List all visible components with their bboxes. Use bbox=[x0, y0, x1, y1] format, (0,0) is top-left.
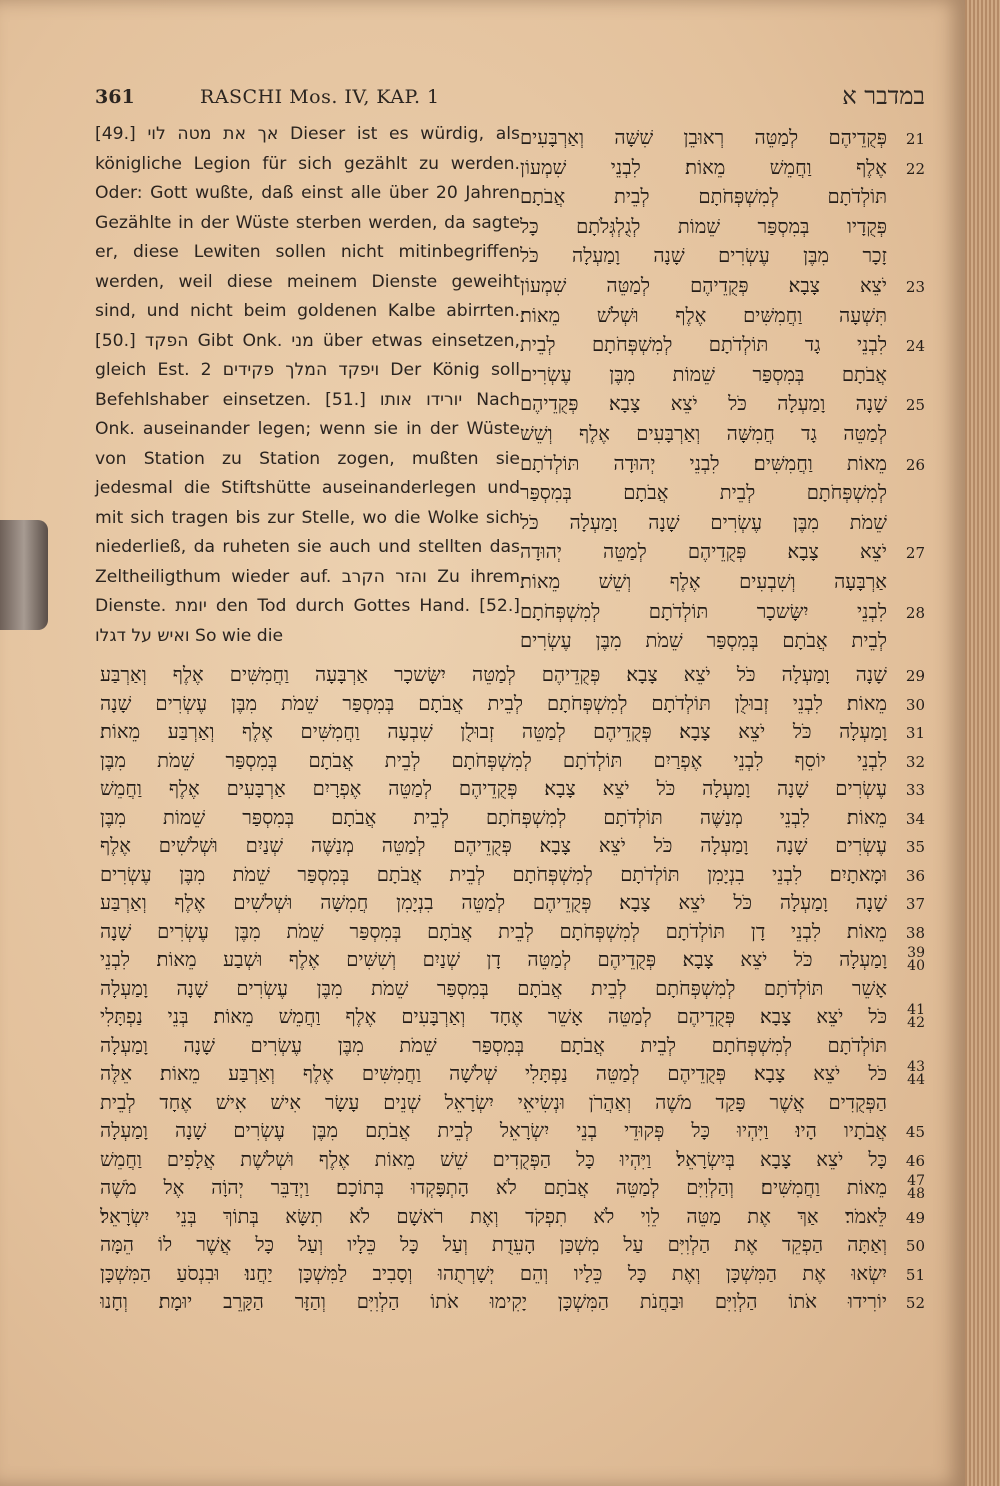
verse-number: 26 bbox=[905, 455, 925, 474]
verse-number: 43 44 bbox=[907, 1059, 925, 1088]
page-edges bbox=[965, 0, 1000, 1486]
verse-line bbox=[100, 570, 925, 600]
verse-column-narrow bbox=[100, 126, 925, 659]
verse-number: 32 bbox=[905, 752, 925, 771]
verse-text: הַפְּקֻדִים אֲשֶׁר פָּקַד מֹשֶׁה וְאַהֲרֹן וּנְשִׂיאֵי יִשְׂרָאֵל שְׁנֵים עָשָׂר אִישׁ אִישׁ אֶחָד לְבֵית bbox=[100, 1090, 887, 1114]
commentary-text: [49.] אך את מטה לוי Dieser ist es würdig, als königliche Legion für sich gezählt zu werden. Oder: Gott wußte, daß einst alle über 20 Jahren Gezählte in der Wüste sterben werden, da sagte er, diese Lewiten sollen nicht mitinbegriffen werden, weil diese meinem Dienste geweiht sind, und nicht beim goldenen Kalbe abirrten. [50.] הפקד Gibt Onk. מני über etwas einsetzen, gleich Est. 2 ויפקד המלך פקידים Der König soll Befehlshaber einsetzen. [51.] יורידו אותו Nach Onk. auseinander legen; wenn sie in der Wüste von Station zu Station zogen, mußten sie jedesmal die Stiftshütte auseinanderlegen und mit sich tragen bis zur Stelle, wo die Wolke sich niederließ, da ruheten sie auch und stellten das Zeltheiligthum wieder auf. והזר הקרב Zu ihrem Dienste. יומת den Tod durch Gottes Hand. [52.] ואיש על דגלו So wie die bbox=[95, 124, 520, 646]
verse-number: 47 48 bbox=[907, 1173, 925, 1202]
verse-line bbox=[100, 1119, 925, 1148]
verse-line bbox=[100, 663, 925, 692]
verse-line bbox=[100, 1034, 925, 1063]
verse-text: מֵאוֹת וַחֲמִשִּׁים׃ וְהַלְוִיִּם לְמַטֵּה אֲבֹתָם לֹא הָתְפָּקְדוּ בְּתוֹכָם׃ וַיְדַבֵּר יְהוָֹה אֶל מֹשֶׁה bbox=[100, 1176, 887, 1199]
verse-text: שָׁנָה וָמַעְלָה כֹּל יֹצֵא צָבָא׃ פְּקֻדֵיהֶם לְמַטֵּה בִנְיָמִן חֲמִשָּׁה וּשְׁלֹשִׁים אֶלֶף וְאַרְבַּע bbox=[100, 891, 887, 914]
verse-line bbox=[100, 692, 925, 721]
verse-number: 24 bbox=[905, 337, 925, 356]
verse-line bbox=[100, 304, 925, 334]
verse-number: 25 bbox=[905, 396, 925, 415]
book-title: במדבר א bbox=[842, 82, 925, 110]
verse-text: יֹצֵא צָבָא׃ פְּקֻדֵיהֶם לְמַטֵּה יְהוּדָה bbox=[520, 540, 887, 564]
verse-text: וָמַעְלָה כֹּל יֹצֵא צָבָא׃ פְּקֻדֵיהֶם לְמַטֵּה זְבוּלֻן שִׁבְעָה וַחֲמִשִּׁים אֶלֶף וְאַרְבַּע מֵאוֹת׃ bbox=[100, 720, 887, 743]
verse-text: לִבְנֵי גָד תּוֹלְדֹתָם לְמִשְׁפְּחֹתָם לְבֵית bbox=[520, 333, 887, 357]
verse-line bbox=[100, 891, 925, 920]
verse-line bbox=[100, 977, 925, 1006]
verse-line bbox=[100, 1290, 925, 1319]
verse-number: 35 bbox=[905, 838, 925, 856]
verse-number: 46 bbox=[905, 1151, 925, 1170]
verse-line bbox=[100, 863, 925, 892]
page-number: 361 bbox=[95, 86, 135, 108]
verse-line bbox=[100, 806, 925, 835]
verse-number: 51 bbox=[905, 1265, 925, 1284]
verse-number: 21 bbox=[905, 130, 925, 148]
verse-line bbox=[100, 1148, 925, 1177]
verse-text: כֹּל יֹצֵא צָבָא׃ פְּקֻדֵיהֶם לְמַטֵּה אָשֵׁר אֶחָד וְאַרְבָּעִים אֶלֶף וַחֲמֵשׁ מֵאוֹת׃ בְּנֵי נַפְתָּלִי bbox=[100, 1005, 887, 1028]
verse-text: עֶשְׂרִים שָׁנָה וָמַעְלָה כֹּל יֹצֵא צָבָא׃ פְּקֻדֵיהֶם לְמַטֵּה מְנַשֶּׁה שְׁנַיִם וּשְׁלֹשִׁים אֶלֶף bbox=[100, 834, 887, 857]
verse-number: 30 bbox=[905, 695, 925, 714]
running-title: RASCHI Mos. IV, KAP. 1 bbox=[200, 86, 440, 108]
verse-text: כֹּל יֹצֵא צָבָא׃ פְּקֻדֵיהֶם לְמַטֵּה נַפְתָּלִי שְׁלֹשָׁה וַחֲמִשִּׁים אֶלֶף וְאַרְבַּע מֵאוֹת׃ אֵלֶּה bbox=[100, 1062, 887, 1085]
verse-text: לִבְנֵי יִשָּׂשכָר תּוֹלְדֹתָם לְמִשְׁפְּחֹתָם bbox=[520, 599, 887, 623]
verse-text: מֵאוֹת וַחֲמִשִּׁים׃ לִבְנֵי יְהוּדָה תּוֹלְדֹתָם bbox=[520, 451, 887, 475]
verse-text: פְּקֻדָיו בְּמִסְפַּר שֵׁמוֹת לְגֻלְגְּלֹתָם כָּל bbox=[520, 214, 887, 238]
running-header bbox=[95, 82, 925, 112]
verse-line bbox=[100, 1205, 925, 1234]
verse-line bbox=[100, 392, 925, 422]
verse-number: 29 bbox=[905, 667, 925, 685]
verse-number: 33 bbox=[905, 781, 925, 799]
verse-text: וּמָאתָיִם׃ לִבְנֵי בִנְיָמִן תּוֹלְדֹתָם לְמִשְׁפְּחֹתָם לְבֵית אֲבֹתָם בְּמִסְפַּר שֵׁמֹת מִבֶּן עֶשְׂרִים bbox=[100, 862, 887, 886]
verse-text: מֵאוֹת׃ לִבְנֵי מְנַשֶּׁה תּוֹלְדֹתָם לְמִשְׁפְּחֹתָם לְבֵית אֲבֹתָם בְּמִסְפַּר שֵׁמוֹת מִבֶּן bbox=[100, 805, 887, 829]
verse-line bbox=[100, 540, 925, 570]
verse-number: 28 bbox=[905, 603, 925, 622]
verse-number: 23 bbox=[905, 277, 925, 296]
verse-line bbox=[100, 215, 925, 245]
verse-text: יֹצֵא צָבָא׃ פְּקֻדֵיהֶם לְמַטֵּה שִׁמְעוֹן bbox=[520, 273, 887, 297]
verse-text: שֵׁמֹת מִבֶּן עֶשְׂרִים שָׁנָה וָמַעְלָה כֹּל bbox=[520, 510, 887, 534]
verse-line bbox=[100, 1091, 925, 1120]
verse-text: כָּל יֹצֵא צָבָא בְּיִשְׂרָאֵל׃ וַיִּהְיוּ כָּל הַפְּקֻדִים שֵׁשׁ מֵאוֹת אֶלֶף וּשְׁלֹשֶׁת אֲלָפִים וַחֲמֵשׁ bbox=[100, 1147, 887, 1171]
verse-line bbox=[100, 274, 925, 304]
verse-text: עֶשְׂרִים שָׁנָה וָמַעְלָה כֹּל יֹצֵא צָבָא׃ פְּקֻדֵיהֶם לְמַטֵּה אֶפְרָיִם אַרְבָּעִים אֶלֶף וַחֲמֵשׁ bbox=[100, 777, 887, 800]
verse-line bbox=[100, 363, 925, 393]
verse-number: 50 bbox=[905, 1237, 925, 1255]
verse-text: יוֹרִידוּ אֹתוֹ הַלְוִיִּם וּבַחֲנֹת הַמִּשְׁכָּן יָקִימוּ אֹתוֹ הַלְוִיִּם וְהַזָּר הַקָּרֵב יוּמָת׃ וְחָנוּ bbox=[100, 1290, 887, 1313]
verse-number: 39 40 bbox=[907, 945, 925, 974]
verse-text: לִבְנֵי יוֹסֵף לִבְנֵי אֶפְרַיִם תּוֹלְדֹתָם לְמִשְׁפְּחֹתָם לְבֵית אֲבֹתָם בְּמִסְפַּר שֵׁמֹת מִבֶּן bbox=[100, 748, 887, 772]
verse-text: לְמִשְׁפְּחֹתָם לְבֵית אֲבֹתָם בְּמִסְפַּר bbox=[520, 481, 887, 505]
verse-text: אֲבֹתָם בְּמִסְפַּר שֵׁמוֹת מִבֶּן עֶשְׂרִים bbox=[520, 362, 887, 386]
verse-text: תִּשְׁעָה וַחֲמִשִּׁים אֶלֶף וּשְׁלֹשׁ מֵאוֹת׃ bbox=[520, 303, 887, 327]
verse-text: וְאַתָּה הַפְקֵד אֶת הַלְוִיִּם עַל מִשְׁכַּן הָעֵדֻת וְעַל כָּל כֵּלָיו וְעַל כָּל אֲשֶׁר לוֹ הֵמָּה bbox=[100, 1233, 887, 1256]
verse-line bbox=[100, 422, 925, 452]
verse-column-wide bbox=[100, 663, 925, 1319]
verse-line bbox=[100, 244, 925, 274]
verse-text: זָכָר מִבֶּן עֶשְׂרִים שָׁנָה וָמַעְלָה כֹּל bbox=[520, 244, 887, 268]
verse-text: מֵאוֹת׃ לִבְנֵי זְבוּלֻן תּוֹלְדֹתָם לְמִשְׁפְּחֹתָם לְבֵית אֲבֹתָם בְּמִסְפַּר שֵׁמֹת מִבֶּן עֶשְׂרִים שָׁנָה bbox=[100, 691, 887, 715]
verse-line bbox=[100, 749, 925, 778]
verse-number: 37 bbox=[905, 895, 925, 913]
verse-number: 22 bbox=[905, 159, 925, 178]
verse-number: 31 bbox=[905, 724, 925, 742]
verse-line bbox=[100, 126, 925, 156]
verse-line bbox=[100, 777, 925, 806]
verse-text: אֶלֶף וַחֲמֵשׁ מֵאוֹת׃ לִבְנֵי שִׁמְעוֹן bbox=[520, 155, 887, 179]
verse-line bbox=[100, 1262, 925, 1291]
verse-text: אֲבֹתָיו הָיוּ׃ וַיִּהְיוּ כָּל פְּקוּדֵי בְנֵי יִשְׂרָאֵל לְבֵית אֲבֹתָם מִבֶּן עֶשְׂרִים שָׁנָה וָמַעְלָה bbox=[100, 1119, 887, 1142]
verse-line bbox=[100, 185, 925, 215]
verse-number: 45 bbox=[905, 1123, 925, 1141]
verse-line bbox=[100, 1059, 925, 1091]
verse-text: תּוֹלְדֹתָם לְמִשְׁפְּחֹתָם לְבֵית אֲבֹתָם bbox=[520, 185, 887, 209]
verse-line bbox=[100, 1002, 925, 1034]
verse-text: שָׁנָה וָמַעְלָה כֹּל יֹצֵא צָבָא׃ פְּקֻדֵיהֶם bbox=[520, 392, 887, 416]
verse-number: 52 bbox=[905, 1294, 925, 1312]
verse-text: לְבֵית אֲבֹתָם בְּמִסְפַּר שֵׁמֹת מִבֶּן עֶשְׂרִים bbox=[520, 629, 887, 653]
verse-line bbox=[100, 600, 925, 630]
verse-text: שָׁנָה וָמַעְלָה כֹּל יֹצֵא צָבָא׃ פְּקֻדֵיהֶם לְמַטֵּה יִשָּׂשכָר אַרְבָּעָה וַחֲמִשִּׁים אֶלֶף וְאַרְבַּע bbox=[100, 663, 887, 686]
verse-number: 36 bbox=[905, 866, 925, 885]
verse-line bbox=[100, 1173, 925, 1205]
verse-line bbox=[100, 920, 925, 949]
verse-line bbox=[100, 333, 925, 363]
verse-text: יִשְׂאוּ אֶת הַמִּשְׁכָּן וְאֶת כָּל כֵּלָיו וְהֵם יְשָׁרְתֻהוּ וְסָבִיב לַמִּשְׁכָּן יַחֲנוּ׃ וּבִנְסֹעַ הַמִּשְׁכָּן bbox=[100, 1261, 887, 1285]
verse-number: 38 bbox=[905, 923, 925, 942]
verse-number: 34 bbox=[905, 809, 925, 828]
verse-number: 49 bbox=[905, 1208, 925, 1227]
verse-text: מֵאוֹת׃ לִבְנֵי דָן תּוֹלְדֹתָם לְמִשְׁפְּחֹתָם לְבֵית אֲבֹתָם בְּמִסְפַּר שֵׁמֹת מִבֶּן עֶשְׂרִים שָׁנָה bbox=[100, 919, 887, 943]
verse-text: תּוֹלְדֹתָם לְמִשְׁפְּחֹתָם לְבֵית אֲבֹתָם בְּמִסְפַּר שֵׁמֹת מִבֶּן עֶשְׂרִים שָׁנָה וָמַעְלָה bbox=[100, 1033, 887, 1057]
verse-line bbox=[100, 1233, 925, 1262]
verse-text: לְמַטֵּה גָד חֲמִשָּׁה וְאַרְבָּעִים אֶלֶף וְשֵׁשׁ bbox=[520, 421, 887, 445]
verse-text: אָשֵׁר תּוֹלְדֹתָם לְמִשְׁפְּחֹתָם לְבֵית אֲבֹתָם בְּמִסְפַּר שֵׁמֹת מִבֶּן עֶשְׂרִים שָׁנָה וָמַעְלָה bbox=[100, 976, 887, 1000]
verse-line bbox=[100, 720, 925, 749]
verse-number: 27 bbox=[905, 544, 925, 563]
verse-line bbox=[100, 481, 925, 511]
verse-text: לֵּאמֹר׃ אַךְ אֶת מַטֵּה לֵוִי לֹא תִפְקֹד וְאֶת רֹאשָׁם לֹא תִשָּׂא בְּתוֹךְ בְּנֵי יִשְׂרָאֵל׃ bbox=[100, 1204, 887, 1228]
verse-text: פְּקֻדֵיהֶם לְמַטֵּה רְאוּבֵן שִׁשָּׁה וְאַרְבָּעִים bbox=[520, 126, 887, 149]
verse-line bbox=[100, 834, 925, 863]
verse-text: וָמַעְלָה כֹּל יֹצֵא צָבָא׃ פְּקֻדֵיהֶם לְמַטֵּה דָן שְׁנַיִם וְשִׁשִּׁים אֶלֶף וּשְׁבַע מֵאוֹת׃ לִבְנֵי bbox=[100, 948, 887, 971]
book-clasp bbox=[0, 520, 48, 630]
verse-line bbox=[100, 511, 925, 541]
verse-line bbox=[100, 945, 925, 977]
verse-number: 41 42 bbox=[907, 1002, 925, 1031]
verse-line bbox=[100, 156, 925, 186]
verse-text: אַרְבָּעָה וְשִׁבְעִים אֶלֶף וְשֵׁשׁ מֵאוֹת׃ bbox=[520, 569, 887, 593]
verse-line bbox=[100, 629, 925, 659]
verse-line bbox=[100, 452, 925, 482]
